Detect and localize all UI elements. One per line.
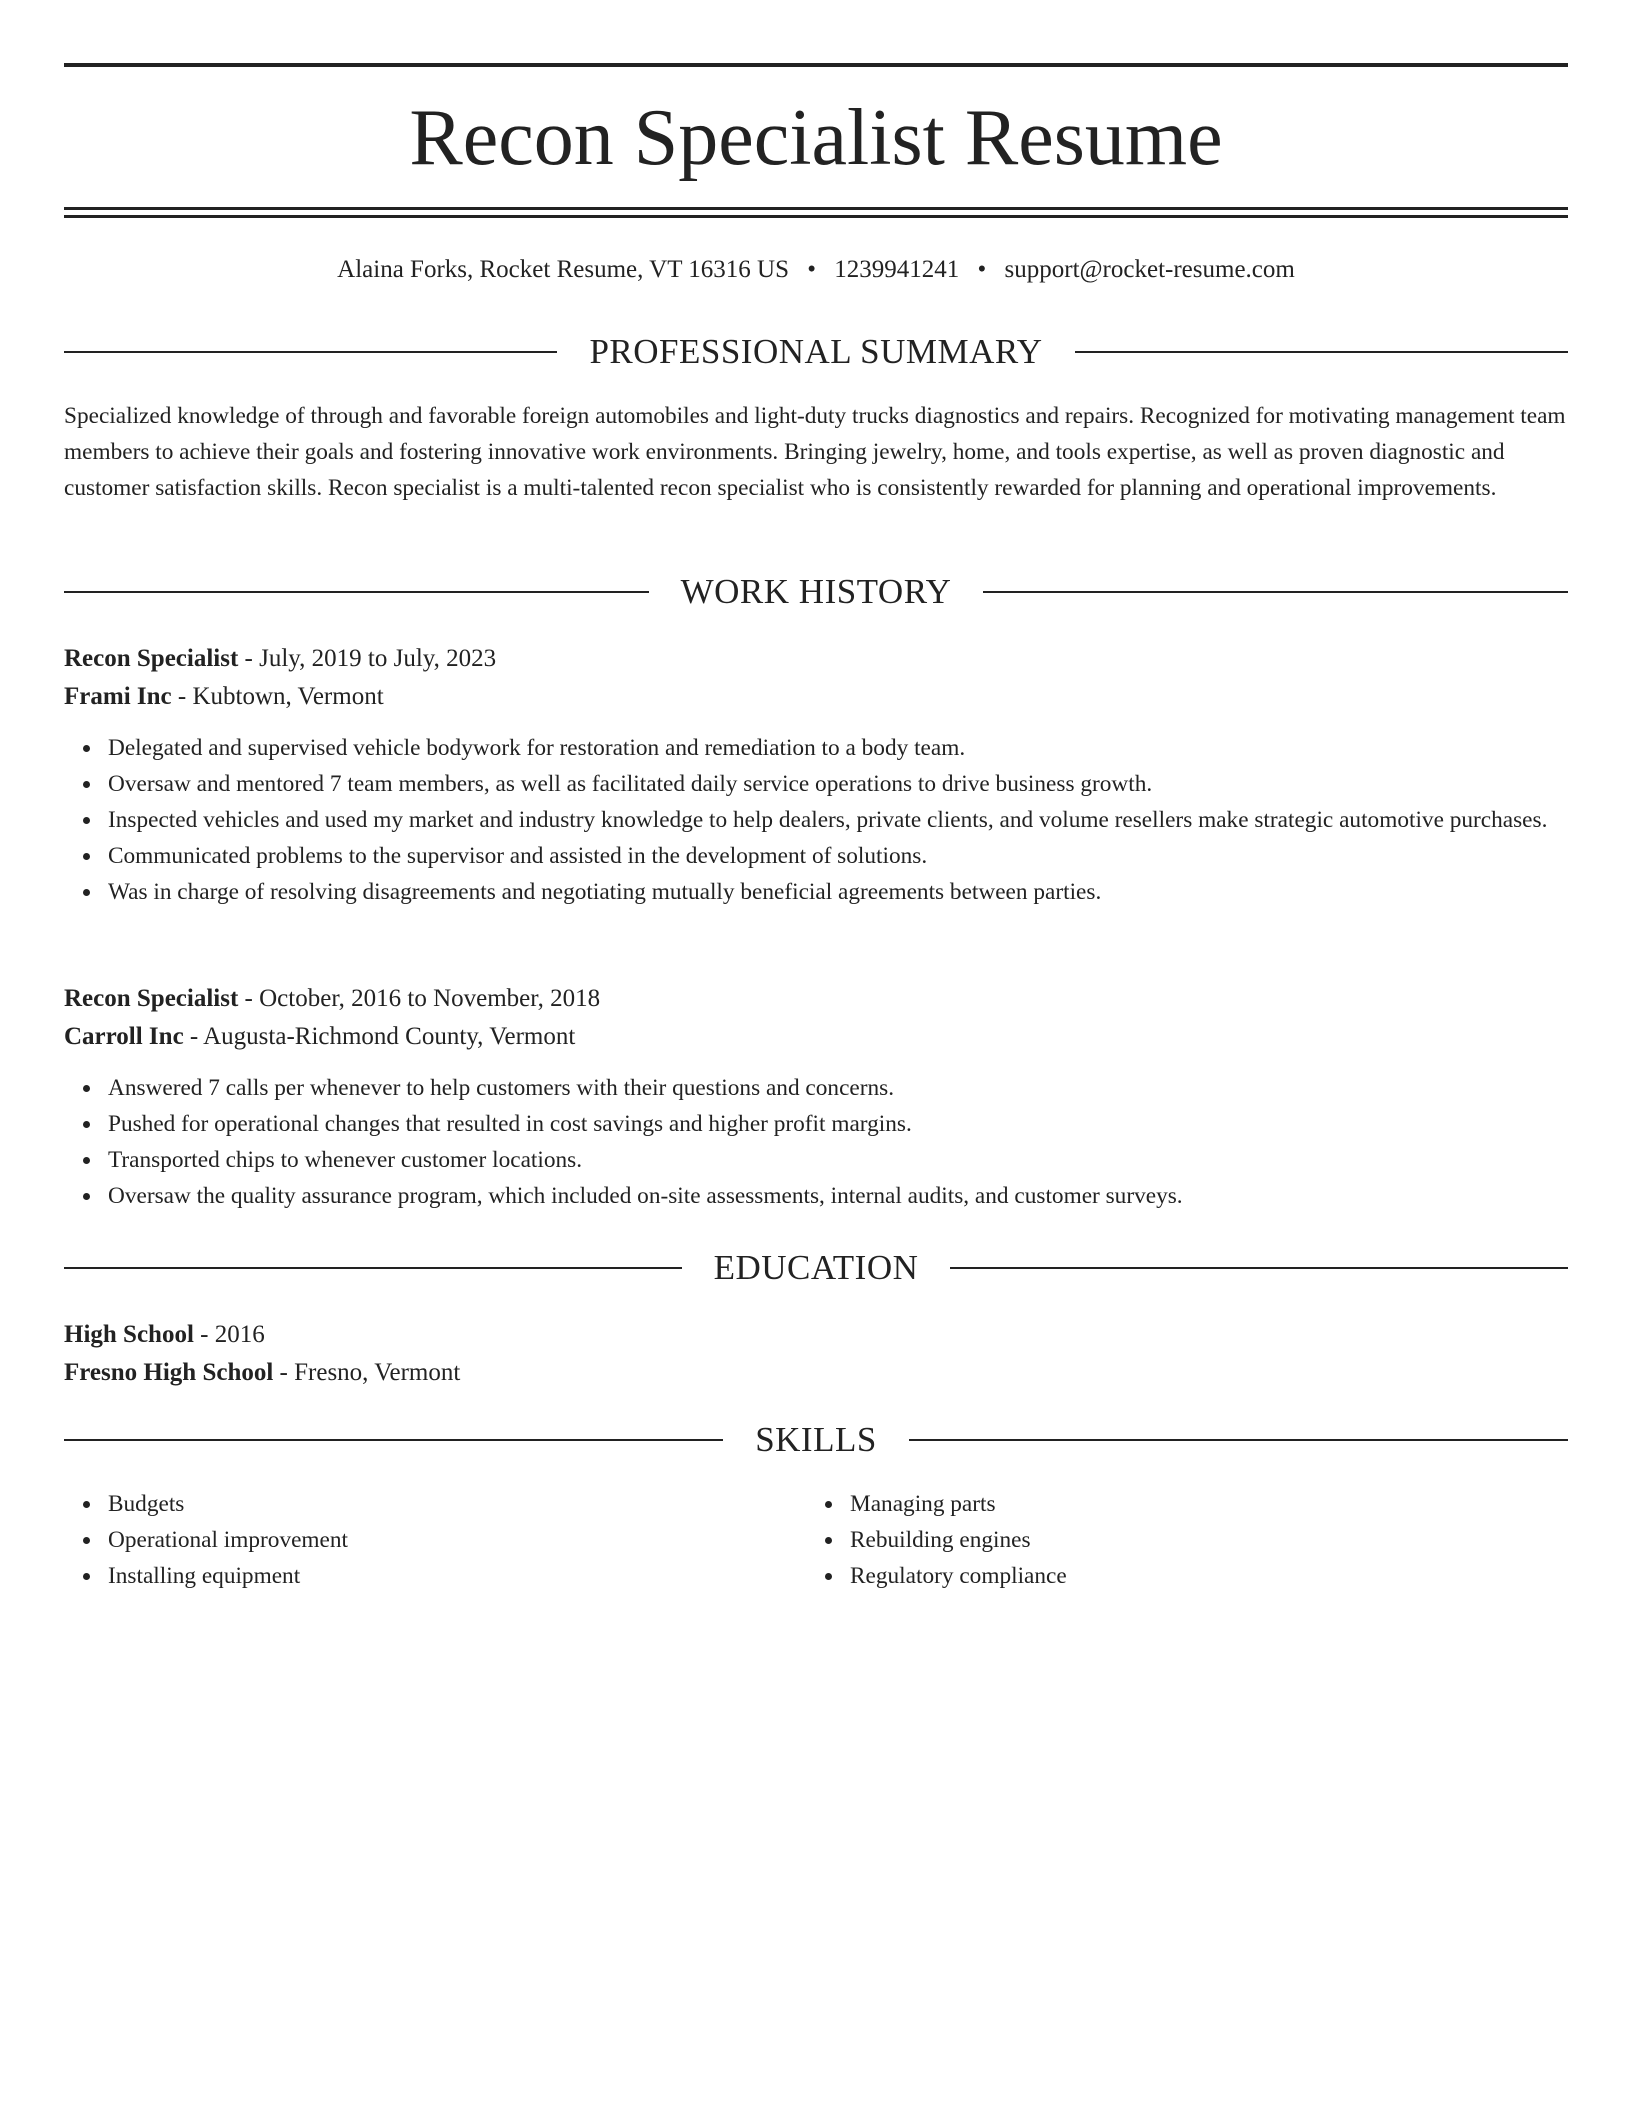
list-item: Operational improvement bbox=[108, 1522, 806, 1558]
contact-line bbox=[64, 252, 1568, 288]
list-item: Oversaw the quality assurance program, which included on-site assessments, internal audits, and customer surveys. bbox=[108, 1178, 1568, 1214]
job-bullets bbox=[64, 1070, 1568, 1214]
list-item: Installing equipment bbox=[108, 1558, 806, 1594]
list-item: Was in charge of resolving disagreements and negotiating mutually beneficial agreements between parties. bbox=[108, 874, 1568, 910]
heading-rule bbox=[1075, 351, 1568, 353]
list-item: Budgets bbox=[108, 1486, 806, 1522]
list-item: Inspected vehicles and used my market and industry knowledge to help dealers, private clients, and volume resellers make strategic automotive purchases. bbox=[108, 802, 1568, 838]
list-item: Pushed for operational changes that resulted in cost savings and higher profit margins. bbox=[108, 1106, 1568, 1142]
heading-rule bbox=[64, 1439, 723, 1441]
job-title-row bbox=[64, 640, 1568, 678]
contact-address: Alaina Forks, Rocket Resume, VT 16316 US bbox=[337, 256, 789, 283]
section-heading-summary bbox=[64, 328, 1568, 376]
header-bottom-rule-2 bbox=[64, 215, 1568, 218]
contact-email: support@rocket-resume.com bbox=[1004, 256, 1295, 283]
heading-rule bbox=[909, 1439, 1568, 1441]
list-item: Managing parts bbox=[850, 1486, 1548, 1522]
list-item: Oversaw and mentored 7 team members, as well as facilitated daily service operations to drive business growth. bbox=[108, 766, 1568, 802]
header-top-rule bbox=[64, 63, 1568, 67]
job-company-row bbox=[64, 678, 1568, 716]
job-company: Carroll Inc bbox=[64, 1023, 184, 1050]
job-dates: - October, 2016 to November, 2018 bbox=[238, 985, 601, 1012]
list-item: Answered 7 calls per whenever to help customers with their questions and concerns. bbox=[108, 1070, 1568, 1106]
list-item: Rebuilding engines bbox=[850, 1522, 1548, 1558]
heading-rule bbox=[64, 591, 649, 593]
job-dates: - July, 2019 to July, 2023 bbox=[238, 645, 497, 672]
list-item: Transported chips to whenever customer locations. bbox=[108, 1142, 1568, 1178]
section-heading-education bbox=[64, 1244, 1568, 1292]
job-title-row bbox=[64, 980, 1568, 1018]
section-heading-label: SKILLS bbox=[755, 1420, 877, 1459]
page-title: Recon Specialist Resume bbox=[409, 94, 1223, 182]
section-heading-label: PROFESSIONAL SUMMARY bbox=[589, 332, 1043, 371]
job-entry bbox=[64, 640, 1568, 910]
list-item: Regulatory compliance bbox=[850, 1558, 1548, 1594]
section-heading-work-history bbox=[64, 568, 1568, 616]
education-entry bbox=[64, 1316, 1568, 1392]
job-company-row bbox=[64, 1018, 1568, 1056]
job-title: Recon Specialist bbox=[64, 645, 239, 672]
job-bullets bbox=[64, 730, 1568, 910]
contact-separator: • bbox=[977, 256, 987, 283]
heading-rule bbox=[64, 1267, 682, 1269]
heading-rule bbox=[950, 1267, 1568, 1269]
education-location: - Fresno, Vermont bbox=[273, 1359, 461, 1386]
job-company: Frami Inc bbox=[64, 683, 172, 710]
job-location: - Kubtown, Vermont bbox=[171, 683, 384, 710]
skills-list bbox=[64, 1486, 1568, 1594]
header-bottom-rule-1 bbox=[64, 207, 1568, 210]
heading-rule bbox=[983, 591, 1568, 593]
summary-text: Specialized knowledge of through and favorable foreign automobiles and light-duty trucks diagnostics and repairs. Recognized for motivating management team members to achieve their goals and fostering innovative work environments. Bringing jewelry, home, and tools expertise, as well as proven diagnostic and customer satisfaction skills. Recon specialist is a multi-talented recon specialist who is consistently rewarded for planning and operational improvements. bbox=[64, 403, 1566, 501]
heading-rule bbox=[64, 351, 557, 353]
section-heading-skills bbox=[64, 1416, 1568, 1464]
contact-separator: • bbox=[807, 256, 817, 283]
skills-column-right bbox=[806, 1486, 1548, 1594]
list-item: Delegated and supervised vehicle bodywork for restoration and remediation to a body team. bbox=[108, 730, 1568, 766]
contact-phone: 1239941241 bbox=[834, 256, 960, 283]
skills-column-left bbox=[64, 1486, 806, 1594]
job-entry bbox=[64, 980, 1568, 1214]
job-location: - Augusta-Richmond County, Vermont bbox=[183, 1023, 576, 1050]
education-school-row bbox=[64, 1354, 1568, 1392]
education-school: Fresno High School bbox=[64, 1359, 274, 1386]
list-item: Communicated problems to the supervisor and assisted in the development of solutions. bbox=[108, 838, 1568, 874]
job-title: Recon Specialist bbox=[64, 985, 239, 1012]
section-heading-label: EDUCATION bbox=[713, 1248, 919, 1287]
education-degree-row bbox=[64, 1316, 1568, 1354]
education-degree: High School bbox=[64, 1321, 194, 1348]
education-year: - 2016 bbox=[193, 1321, 265, 1348]
section-heading-label: WORK HISTORY bbox=[680, 572, 952, 611]
